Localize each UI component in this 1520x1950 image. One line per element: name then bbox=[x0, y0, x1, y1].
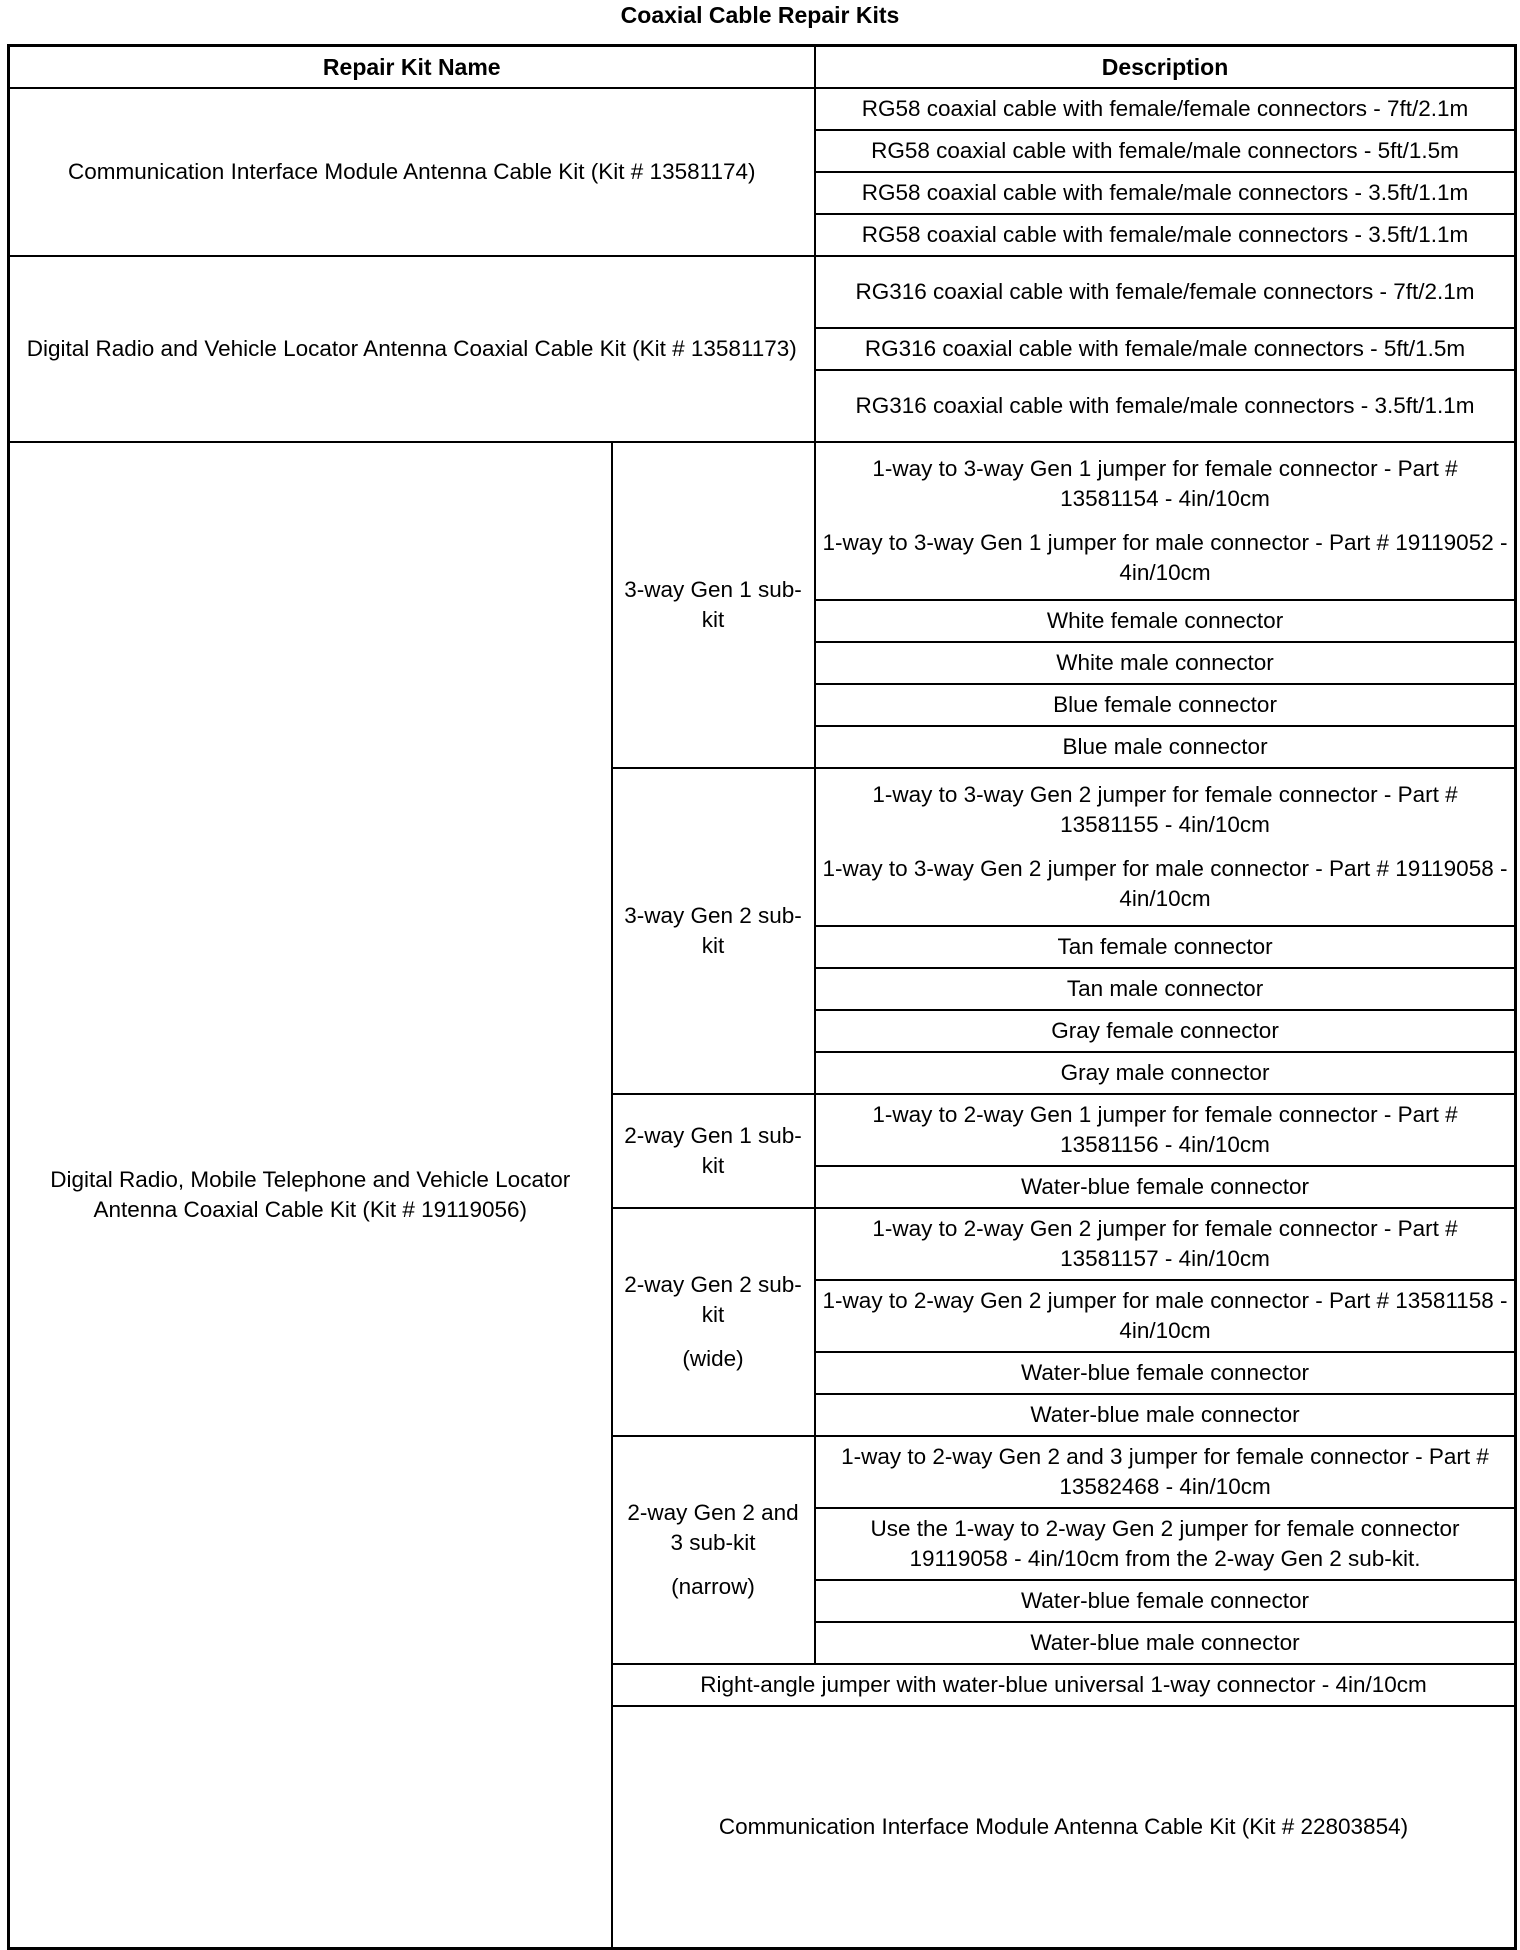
description-line: 1-way to 3-way Gen 1 jumper for female connector - Part # 13581154 - 4in/10cm bbox=[872, 455, 1458, 511]
description-cell bbox=[815, 768, 1516, 926]
sub-kit-label: 2-way Gen 2 sub-kit bbox=[624, 1271, 802, 1327]
description-cell: Blue female connector bbox=[815, 684, 1516, 726]
description-cell: Gray female connector bbox=[815, 1010, 1516, 1052]
table-row bbox=[9, 256, 1516, 328]
description-cell: RG316 coaxial cable with female/female connectors - 7ft/2.1m bbox=[815, 256, 1516, 328]
description-cell: Gray male connector bbox=[815, 1052, 1516, 1094]
sub-kit-3-way-gen-2: 3-way Gen 2 sub-kit bbox=[612, 768, 815, 1094]
table-row bbox=[9, 442, 1516, 600]
header-row bbox=[9, 46, 1516, 88]
kit-name-13581173: Digital Radio and Vehicle Locator Antenna Coaxial Cable Kit (Kit # 13581173) bbox=[9, 256, 815, 442]
description-cell: 1-way to 2-way Gen 1 jumper for female connector - Part # 13581156 - 4in/10cm bbox=[815, 1094, 1516, 1166]
description-cell: 1-way to 2-way Gen 2 and 3 jumper for female connector - Part # 13582468 - 4in/10cm bbox=[815, 1436, 1516, 1508]
description-cell: Blue male connector bbox=[815, 726, 1516, 768]
description-cell: Tan male connector bbox=[815, 968, 1516, 1010]
description-line: 1-way to 3-way Gen 1 jumper for male connector - Part # 19119052 - 4in/10cm bbox=[822, 529, 1508, 585]
description-cell bbox=[815, 442, 1516, 600]
description-cell: Tan female connector bbox=[815, 926, 1516, 968]
description-cell: Water-blue female connector bbox=[815, 1166, 1516, 1208]
page-title: Coaxial Cable Repair Kits bbox=[620, 2, 900, 28]
description-cell: 1-way to 2-way Gen 2 jumper for female connector - Part # 13581157 - 4in/10cm bbox=[815, 1208, 1516, 1280]
description-cell: RG58 coaxial cable with female/male connectors - 3.5ft/1.1m bbox=[815, 214, 1516, 256]
description-cell: RG316 coaxial cable with female/male connectors - 3.5ft/1.1m bbox=[815, 370, 1516, 442]
description-line: 1-way to 3-way Gen 2 jumper for female connector - Part # 13581155 - 4in/10cm bbox=[872, 781, 1458, 837]
sub-kit-label: 2-way Gen 2 and 3 sub-kit bbox=[627, 1499, 799, 1555]
sub-kit-2-way-gen-2 bbox=[612, 1208, 815, 1436]
sub-kit-note: (narrow) bbox=[671, 1573, 755, 1599]
description-cell: Water-blue male connector bbox=[815, 1394, 1516, 1436]
description-cell: Use the 1-way to 2-way Gen 2 jumper for female connector 19119058 - 4in/10cm from the 2-way Gen 2 sub-kit. bbox=[815, 1508, 1516, 1580]
description-cell: White female connector bbox=[815, 600, 1516, 642]
sub-kit-3-way-gen-1: 3-way Gen 1 sub-kit bbox=[612, 442, 815, 768]
repair-kits-table bbox=[7, 44, 1517, 1950]
kit-name-22803854: Communication Interface Module Antenna Cable Kit (Kit # 22803854) bbox=[612, 1706, 1516, 1949]
description-cell: Water-blue female connector bbox=[815, 1580, 1516, 1622]
sub-kit-2-way-gen-1: 2-way Gen 1 sub-kit bbox=[612, 1094, 815, 1208]
description-cell: 1-way to 2-way Gen 2 jumper for male connector - Part # 13581158 - 4in/10cm bbox=[815, 1280, 1516, 1352]
description-cell: RG58 coaxial cable with female/male connectors - 5ft/1.5m bbox=[815, 130, 1516, 172]
description-cell: Water-blue male connector bbox=[815, 1622, 1516, 1664]
description-cell: Water-blue female connector bbox=[815, 1352, 1516, 1394]
table-row bbox=[9, 88, 1516, 130]
description-cell: RG316 coaxial cable with female/male connectors - 5ft/1.5m bbox=[815, 328, 1516, 370]
description-cell: RG58 coaxial cable with female/male connectors - 3.5ft/1.1m bbox=[815, 172, 1516, 214]
description-line: 1-way to 3-way Gen 2 jumper for male connector - Part # 19119058 - 4in/10cm bbox=[822, 855, 1508, 911]
kit-name-13581174: Communication Interface Module Antenna Cable Kit (Kit # 13581174) bbox=[9, 88, 815, 256]
kit-name-19119056: Digital Radio, Mobile Telephone and Vehicle Locator Antenna Coaxial Cable Kit (Kit # 19119056) bbox=[9, 442, 612, 1949]
header-repair-kit-name: Repair Kit Name bbox=[9, 46, 815, 88]
description-cell: White male connector bbox=[815, 642, 1516, 684]
sub-kit-note: (wide) bbox=[682, 1345, 744, 1371]
description-cell: RG58 coaxial cable with female/female connectors - 7ft/2.1m bbox=[815, 88, 1516, 130]
sub-kit-2-way-gen-2-and-3 bbox=[612, 1436, 815, 1664]
description-cell: Right-angle jumper with water-blue universal 1-way connector - 4in/10cm bbox=[612, 1664, 1516, 1706]
header-description: Description bbox=[815, 46, 1516, 88]
